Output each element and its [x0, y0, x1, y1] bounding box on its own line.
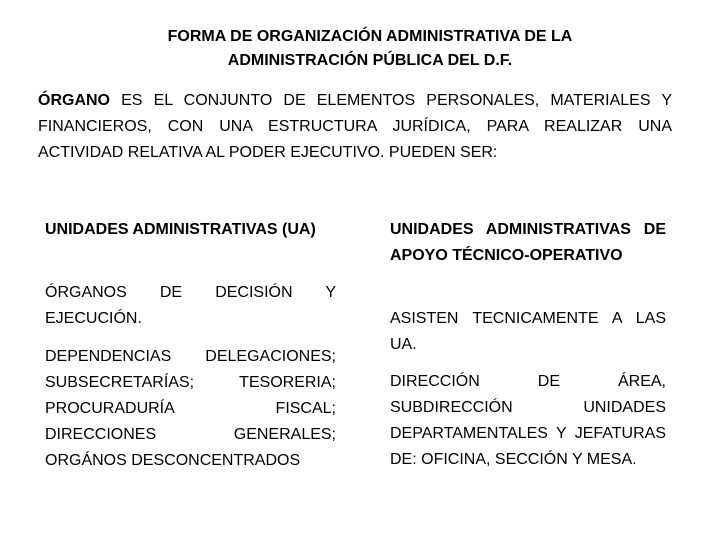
- intro-text: ES EL CONJUNTO DE ELEMENTOS PERSONALES, MATERIALES Y FINANCIEROS, CON UNA ESTRUCTURA JURÍDICA, PARA REALIZAR UNA ACTIVIDAD RELATIVA AL PODER EJECUTIVO. PUEDEN SER:: [38, 92, 672, 161]
- intro-term: ÓRGANO: [38, 92, 110, 109]
- right-heading: UNIDADES ADMINISTRATIVAS DE APOYO TÉCNICO-OPERATIVO: [390, 221, 666, 264]
- title-line-2: ADMINISTRACIÓN PÚBLICA DEL D.F.: [227, 52, 513, 69]
- intro-paragraph: [38, 88, 672, 166]
- title-line-1: FORMA DE ORGANIZACIÓN ADMINISTRATIVA DE LA: [167, 28, 573, 45]
- right-description: ASISTEN TECNICAMENTE A LAS UA.: [390, 310, 666, 353]
- left-description: ÓRGANOS DE DECISIÓN Y EJECUCIÓN.: [45, 284, 336, 327]
- right-list: DIRECCIÓN DE ÁREA, SUBDIRECCIÓN UNIDADES DEPARTAMENTALES Y JEFATURAS DE: OFICINA, SECCIÓN Y MESA.: [390, 373, 666, 468]
- left-list: DEPENDENCIAS DELEGACIONES; SUBSECRETARÍAS; TESORERIA; PROCURADURÍA FISCAL; DIRECCIONES GENERALES; ORGÁNOS DESCONCENTRADOS: [45, 348, 336, 469]
- left-column: [45, 217, 336, 467]
- left-heading: UNIDADES ADMINISTRATIVAS (UA): [45, 221, 316, 238]
- right-column: [390, 217, 666, 507]
- page-title: [80, 25, 660, 73]
